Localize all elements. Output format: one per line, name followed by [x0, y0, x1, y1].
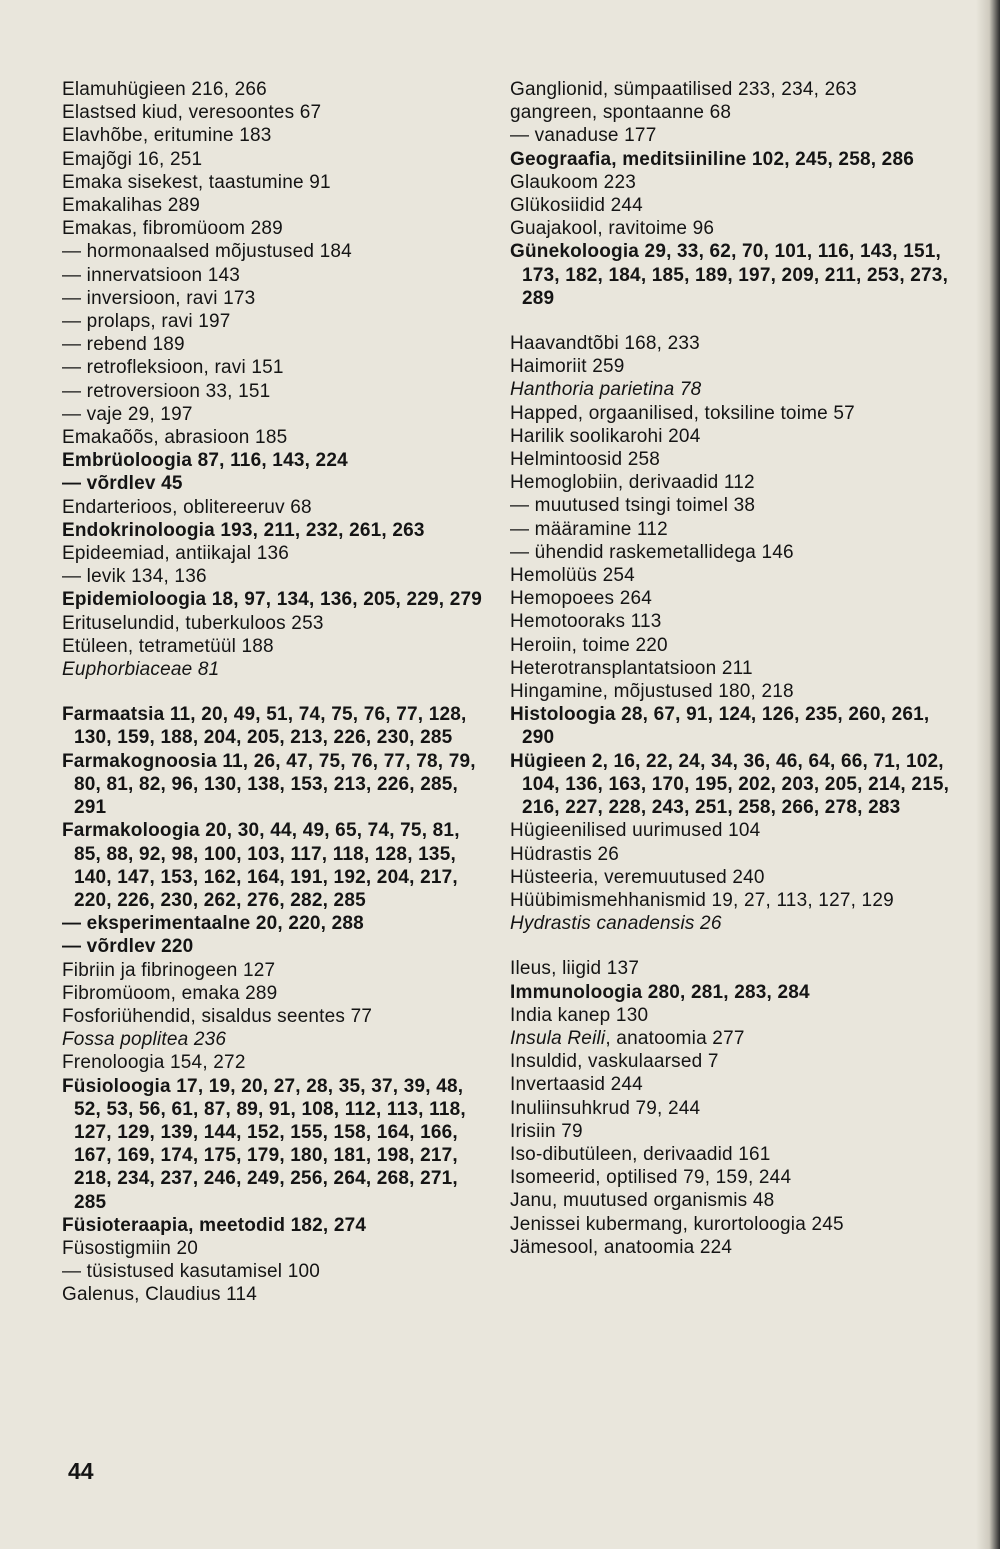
- index-entry: Emakaõõs, abrasioon 185: [62, 427, 288, 449]
- index-entry: — inversioon, ravi 173: [62, 287, 256, 309]
- index-entry: Ganglionid, sümpaatilised 233, 234, 263: [510, 79, 857, 100]
- index-entry: Heroiin, toime 220: [510, 634, 668, 656]
- index-entry: Immunoloogia 280, 281, 283, 284: [510, 981, 810, 1003]
- index-entry: Hemoglobiin, derivaadid 112: [510, 472, 755, 494]
- index-entry: Füsostigmiin 20: [62, 1237, 199, 1259]
- index-entry: Jenissei kubermang, kurortoloogia 245: [510, 1213, 844, 1235]
- index-entry: — rebend 189: [62, 334, 185, 356]
- index-entry: Helmintoosid 258: [510, 449, 661, 471]
- index-entry: Insuldid, vaskulaarsed 7: [510, 1051, 719, 1073]
- index-entry: Janu, muutused organismis 48: [510, 1190, 775, 1212]
- index-column-left: [62, 78, 487, 1307]
- index-entry: Isomeerid, optilised 79, 159, 244: [510, 1167, 792, 1189]
- index-entry: Ileus, liigid 137: [510, 958, 640, 980]
- index-entry: Farmaatsia 11, 20, 49, 51, 74, 75, 76, 77, 128, 130, 159, 188, 204, 205, 213, 226, 230, 285: [62, 704, 467, 749]
- index-entry: — hormonaalsed mõjustused 184: [62, 241, 352, 263]
- index-entry: Hüsteeria, veremuutused 240: [510, 866, 765, 888]
- index-entry: Etüleen, tetrametüül 188: [62, 635, 274, 657]
- index-entry: — eksperimentaalne 20, 220, 288: [62, 913, 364, 935]
- index-entry: Elastsed kiud, veresoontes 67: [62, 102, 322, 124]
- index-entry: Heterotransplantatsioon 211: [510, 657, 753, 679]
- index-entry: India kanep 130: [510, 1004, 649, 1026]
- page-edge-shadow: [976, 0, 1000, 1549]
- index-entry: Glükosiidid 244: [510, 195, 643, 217]
- index-entry: Hemopoees 264: [510, 588, 653, 610]
- index-entry: Erituselundid, tuberkuloos 253: [62, 612, 324, 634]
- index-entry: Füsioteraapia, meetodid 182, 274: [62, 1214, 367, 1236]
- index-entry: — muutused tsingi toimel 38: [510, 495, 756, 517]
- index-entry: — levik 134, 136: [62, 566, 207, 588]
- index-entry: Geograafia, meditsiiniline 102, 245, 258, 286: [510, 148, 914, 170]
- index-entry: Fibriin ja fibrinogeen 127: [62, 959, 276, 981]
- index-entry: Epidemioloogia 18, 97, 134, 136, 205, 229, 279: [62, 589, 483, 611]
- index-entry: Farmakoloogia 20, 30, 44, 49, 65, 74, 75, 81, 85, 88, 92, 98, 100, 103, 117, 118, 128, 135, 140, 147, 153, 162, 164, 191, 192, 204, 217, 220, 226, 230, 262, 276, 282, 285: [62, 820, 460, 911]
- index-entry: — retrofleksioon, ravi 151: [62, 357, 284, 379]
- index-entry: Haavandtõbi 168, 233: [510, 333, 700, 355]
- index-entry: Fibromüoom, emaka 289: [62, 982, 278, 1004]
- page-number: 44: [68, 1458, 94, 1484]
- index-entry: Euphorbiaceae 81: [62, 659, 220, 681]
- index-entry: Endarterioos, obliterееruv 68: [62, 496, 312, 518]
- index-entry: Irisiin 79: [510, 1120, 583, 1142]
- index-entry: Happed, orgaanilised, toksiline toime 57: [510, 402, 855, 424]
- index-entry: Guajakool, ravitoime 96: [510, 218, 715, 240]
- index-entry: Hingamine, mõjustused 180, 218: [510, 681, 794, 703]
- index-entry: — ühendid raskemetallidega 146: [510, 541, 794, 563]
- index-entry: — vaje 29, 197: [62, 403, 193, 425]
- index-entry: — retroversioon 33, 151: [62, 380, 271, 402]
- index-entry: Histoloogia 28, 67, 91, 124, 126, 235, 260, 261, 290: [510, 704, 930, 749]
- index-entry: Hüübimismehhanismid 19, 27, 113, 127, 129: [510, 889, 894, 911]
- index-entry: Hydrastis canadensis 26: [510, 913, 722, 935]
- index-entry: Emakalihas 289: [62, 195, 200, 217]
- index-entry: Frenoloogia 154, 272: [62, 1052, 246, 1074]
- index-entry: Fosforiühendid, sisaldus seentes 77: [62, 1005, 373, 1027]
- index-entry: Füsioloogia 17, 19, 20, 27, 28, 35, 37, 39, 48, 52, 53, 56, 61, 87, 89, 91, 108, 112, 113, 118, 127, 129, 139, 144, 152, 155, 158, 164, 166, 167, 169, 174, 175, 179, 180, 181, 198, 217, 218, 234, 237, 246, 249, 256, 264, 268, 271, 285: [62, 1075, 466, 1213]
- index-entry: — võrdlev 45: [62, 473, 183, 495]
- index-entry: Hanthoria parietina 78: [510, 379, 702, 401]
- index-entry: Iso-dibutüleen, derivaadid 161: [510, 1143, 771, 1165]
- index-entry: Elavhõbe, eritumine 183: [62, 125, 272, 147]
- index-entry: Emakas, fibromüoom 289: [62, 218, 283, 240]
- index-entry: Invertaasid 244: [510, 1074, 643, 1096]
- index-entry: Glaukoom 223: [510, 171, 636, 193]
- index-column-right: [510, 78, 950, 1259]
- index-entry: Emajõgi 16, 251: [62, 148, 203, 170]
- index-entry: Insula Reili, anatoomia 277: [510, 1027, 745, 1049]
- index-entry: Jämesool, anatoomia 224: [510, 1236, 733, 1258]
- index-entry: Galenus, Claudius 114: [62, 1284, 258, 1306]
- index-entry: — innervatsioon 143: [62, 264, 241, 286]
- index-entry: Endokrinoloogia 193, 211, 232, 261, 263: [62, 519, 425, 541]
- index-entry: — võrdlev 220: [62, 936, 194, 958]
- index-entry: gangreen, spontaanne 68: [510, 102, 732, 124]
- index-entry: Haimoriit 259: [510, 356, 625, 378]
- index-entry: — määramine 112: [510, 518, 668, 540]
- index-entry: Epideemiad, antiikajal 136: [62, 543, 290, 565]
- index-entry: Hügieenilised uurimused 104: [510, 820, 761, 842]
- index-entry: Hemolüüs 254: [510, 565, 635, 587]
- index-entry: Hüdrastis 26: [510, 843, 620, 865]
- index-entry: Fossa poplitea 236: [62, 1029, 227, 1051]
- index-entry: Inuliinsuhkrud 79, 244: [510, 1097, 701, 1119]
- index-entry: — tüsistused kasutamisel 100: [62, 1261, 320, 1283]
- index-entry: — prolaps, ravi 197: [62, 311, 231, 333]
- index-entry: Hügieen 2, 16, 22, 24, 34, 36, 46, 64, 66, 71, 102, 104, 136, 163, 170, 195, 202, 203, 205, 214, 215, 216, 227, 228, 243, 251, 258, 266, 278, 283: [510, 750, 950, 819]
- index-entry: Emaka sisekest, taastumine 91: [62, 171, 331, 193]
- index-entry: Günekoloogia 29, 33, 62, 70, 101, 116, 143, 151, 173, 182, 184, 185, 189, 197, 209, 211, 253, 273, 289: [510, 241, 949, 309]
- index-entry: Embrüoloogia 87, 116, 143, 224: [62, 450, 348, 472]
- index-entry: Harilik soolikarohi 204: [510, 425, 701, 447]
- index-entry: Farmakognoosia 11, 26, 47, 75, 76, 77, 78, 79, 80, 81, 82, 96, 130, 138, 153, 213, 226, 285, 291: [62, 750, 476, 819]
- index-entry: Elamuhügieen 216, 266: [62, 79, 267, 100]
- index-entry: Hemotooraks 113: [510, 611, 662, 633]
- index-entry: — vanaduse 177: [510, 125, 657, 147]
